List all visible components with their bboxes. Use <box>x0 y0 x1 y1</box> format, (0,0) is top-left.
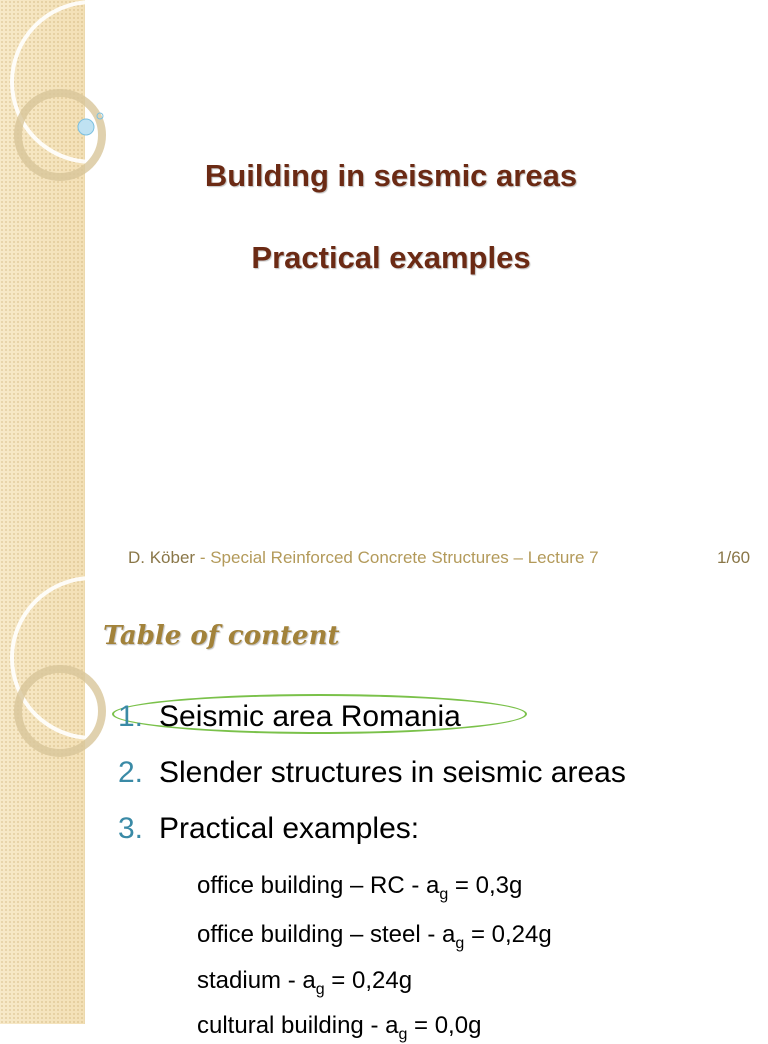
toc-label: Practical examples: <box>159 812 420 845</box>
toc-number: 3. <box>118 812 144 845</box>
slide-footer <box>128 548 599 568</box>
toc-number: 2. <box>118 756 144 789</box>
slide-subtitle: Practical examples <box>251 240 531 275</box>
sub-item-office-steel: office building – steel - $a_g = 0,24g$ <box>197 921 552 952</box>
toc-item-2 <box>118 756 626 790</box>
page-number <box>717 548 750 568</box>
circle-decoration <box>0 576 110 776</box>
toc-slide <box>0 576 768 1043</box>
sub-item-cultural: cultural building - $a_g = 0,0g$ <box>197 1012 482 1043</box>
toc-item-3 <box>118 812 419 846</box>
toc-label: Seismic area Romania <box>159 700 461 733</box>
toc-label: Slender structures in seismic areas <box>159 756 626 789</box>
slide-title: Building in seismic areas <box>204 158 578 193</box>
toc-heading: Table of content <box>103 621 340 651</box>
sub-item-stadium: stadium - $a_g = 0,24g$ <box>197 967 413 998</box>
page-current: 1 <box>717 548 727 567</box>
footer-author: D. Köber <box>128 548 196 567</box>
page-total: /60 <box>726 548 751 567</box>
footer-course: - Special Reinforced Concrete Structures – Lecture 7 <box>195 548 599 567</box>
toc-number: 1. <box>118 700 144 733</box>
sub-item-office-rc: office building – RC - $a_g = 0,3g$ <box>197 872 523 903</box>
toc-item-1 <box>118 700 461 734</box>
